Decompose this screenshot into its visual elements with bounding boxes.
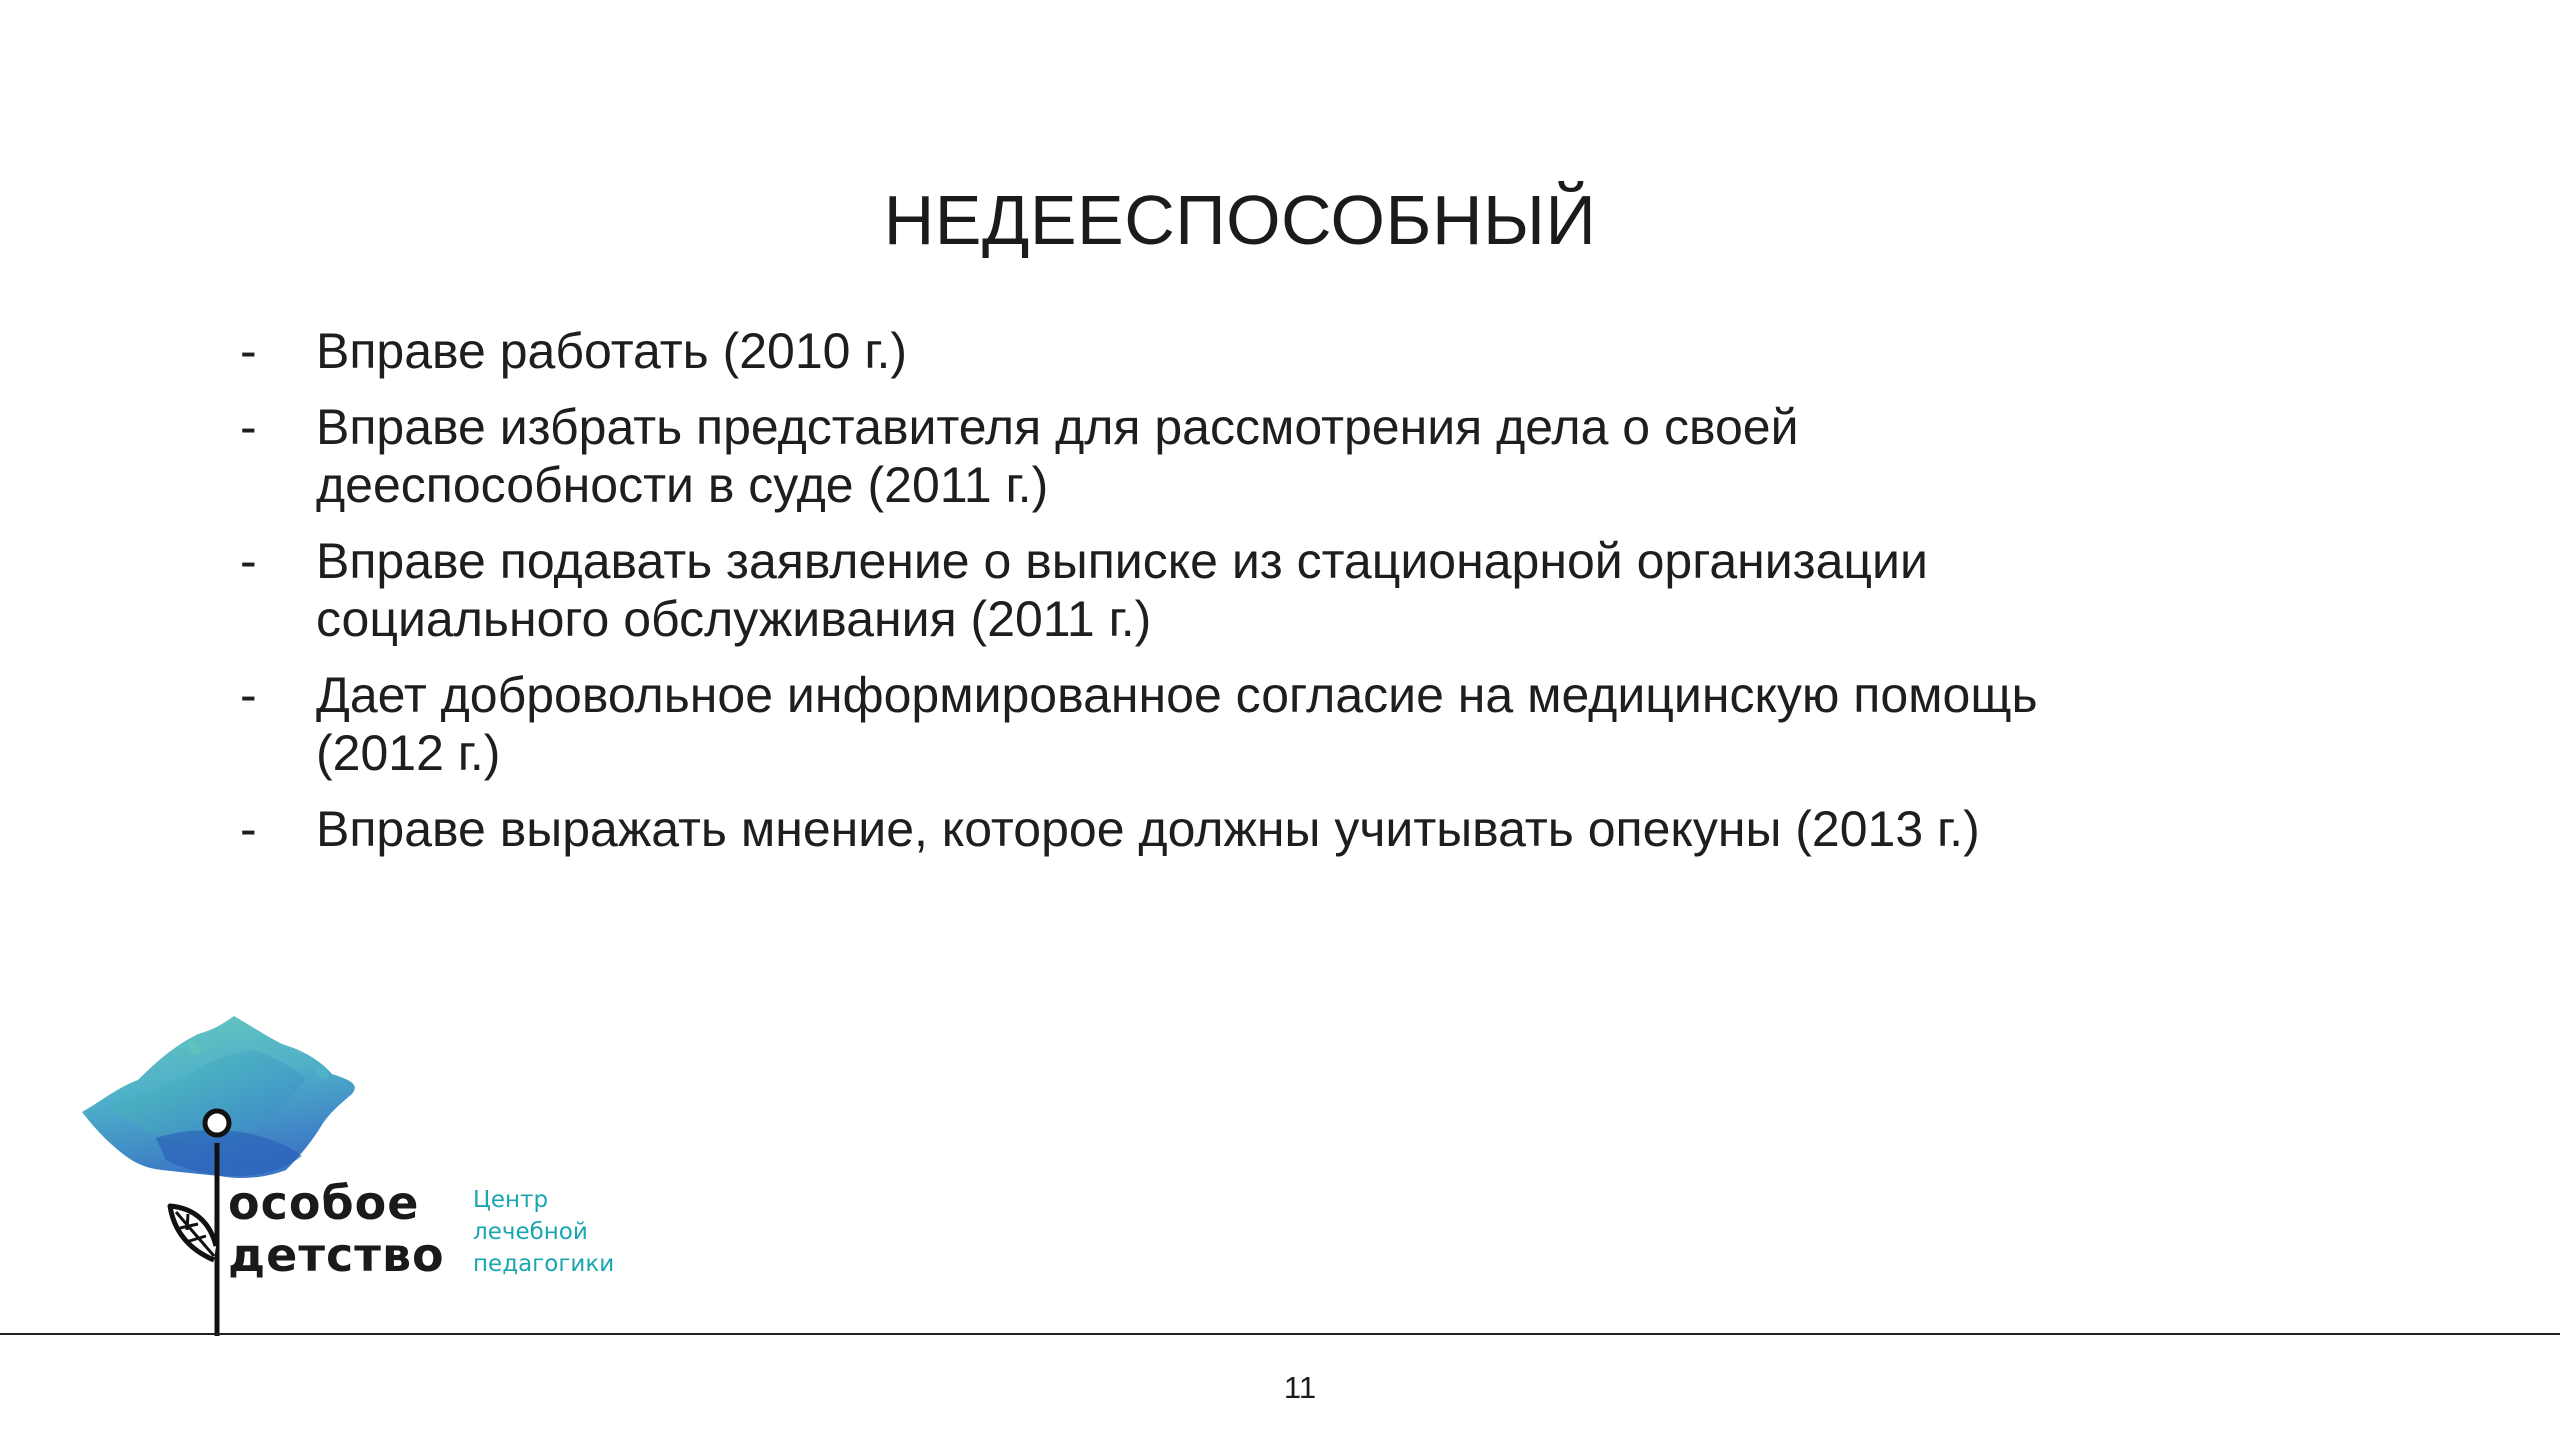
bullet-text xyxy=(316,532,2320,648)
page-number: 11 xyxy=(1283,1370,1317,1405)
brand-subtitle-line: Центр xyxy=(473,1187,549,1213)
bullet-marker: - xyxy=(240,399,257,455)
bullet-marker: - xyxy=(240,801,257,857)
bullet-list xyxy=(240,322,2320,876)
bullet-text xyxy=(316,800,2320,858)
bullet-line: Вправе выражать мнение, которое должны учитывать опекуны (2013 г.) xyxy=(316,801,1980,857)
bullet-marker: - xyxy=(240,533,257,589)
bullet-line: дееспособности в суде (2011 г.) xyxy=(316,457,1049,513)
slide-title: НЕДЕЕСПОСОБНЫЙ xyxy=(883,181,1597,259)
bullet-line: Дает добровольное информированное согласие на медицинскую помощь xyxy=(316,667,2038,723)
logo xyxy=(70,1010,670,1340)
bullet-text xyxy=(316,398,2320,514)
brand-subtitle-line: педагогики xyxy=(473,1251,615,1277)
bullet-line: Вправе работать (2010 г.) xyxy=(316,323,908,379)
brand-name-line2: детство xyxy=(228,1228,445,1282)
brand-name-line1: особое xyxy=(228,1176,420,1230)
logo-graphic xyxy=(70,1010,670,1340)
brand-subtitle-line: лечебной xyxy=(473,1219,588,1245)
list-item xyxy=(240,322,2320,380)
bullet-line: социального обслуживания (2011 г.) xyxy=(316,591,1152,647)
list-item xyxy=(240,398,2320,514)
bullet-text xyxy=(316,322,2320,380)
list-item xyxy=(240,532,2320,648)
bullet-marker: - xyxy=(240,667,257,723)
leaf-icon xyxy=(170,1206,216,1260)
bullet-line: Вправе избрать представителя для рассмотрения дела о своей xyxy=(316,399,1799,455)
bullet-marker: - xyxy=(240,323,257,379)
bullet-line: (2012 г.) xyxy=(316,725,501,781)
list-item xyxy=(240,666,2320,782)
list-item xyxy=(240,800,2320,858)
footer-divider xyxy=(0,1333,2560,1335)
bullet-text xyxy=(316,666,2320,782)
bullet-line: Вправе подавать заявление о выписке из стационарной организации xyxy=(316,533,1928,589)
